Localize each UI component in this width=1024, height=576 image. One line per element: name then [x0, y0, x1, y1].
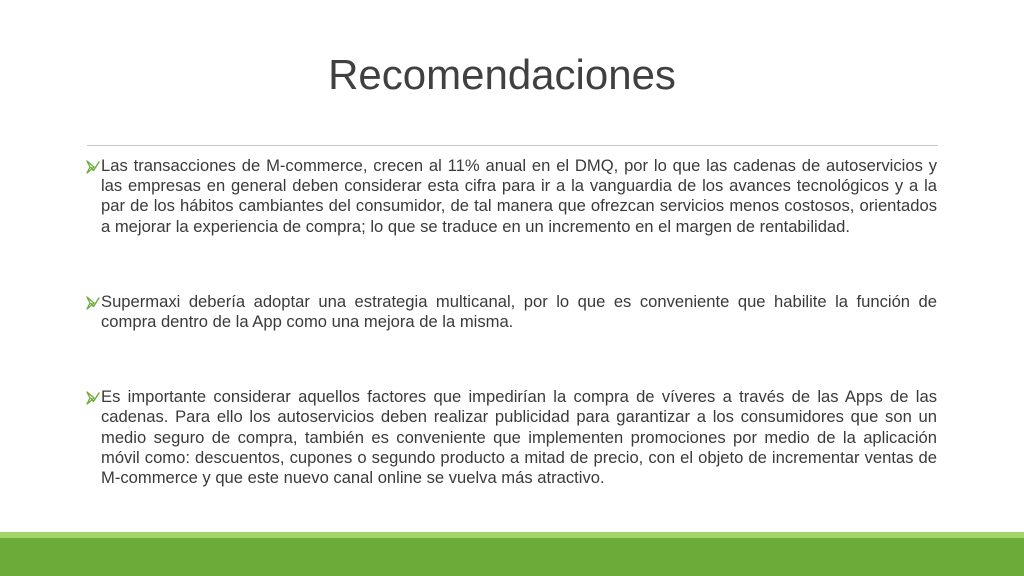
- bullet-list: [101, 156, 937, 488]
- arrow-check-bullet-icon: [86, 387, 100, 407]
- bullet-item: [101, 387, 937, 488]
- bullet-item: [101, 292, 937, 332]
- bullet-text: Supermaxi debería adoptar una estrategia multicanal, por lo que es conveniente que habilite la función de compra dentro de la App como una mejora de la misma.: [101, 291, 937, 332]
- bullet-text: Las transacciones de M-commerce, crecen al 11% anual en el DMQ, por lo que las cadenas de autoservicios y las empresas en general deben considerar esta cifra para ir a la vanguardia de los avances tecnológicos y a la par de los hábitos cambiantes del consumidor, de tal manera que ofrezcan servicios menos costosos, orientados a mejorar la experiencia de compra; lo que se traduce en un incremento en el margen de rentabilidad.: [101, 156, 937, 236]
- arrow-check-bullet-icon: [86, 156, 100, 176]
- title-divider: [87, 145, 938, 146]
- arrow-check-bullet-icon: [86, 292, 100, 312]
- footer-bar: [0, 538, 1024, 576]
- bullet-item: [101, 156, 937, 237]
- bullet-text: Es importante considerar aquellos factores que impedirían la compra de víveres a través de las Apps de las cadenas. Para ello los autoservicios deben realizar publicidad para garantizar a los consumidores que son un medio seguro de compra, también es conveniente que implementen promociones por medio de la aplicación móvil como: descuentos, cupones o segundo producto a mitad de precio, con el objeto de incrementar ventas de M-commerce y que este nuevo canal online se vuelva más atractivo.: [101, 387, 937, 488]
- slide-title: Recomendaciones: [328, 51, 676, 98]
